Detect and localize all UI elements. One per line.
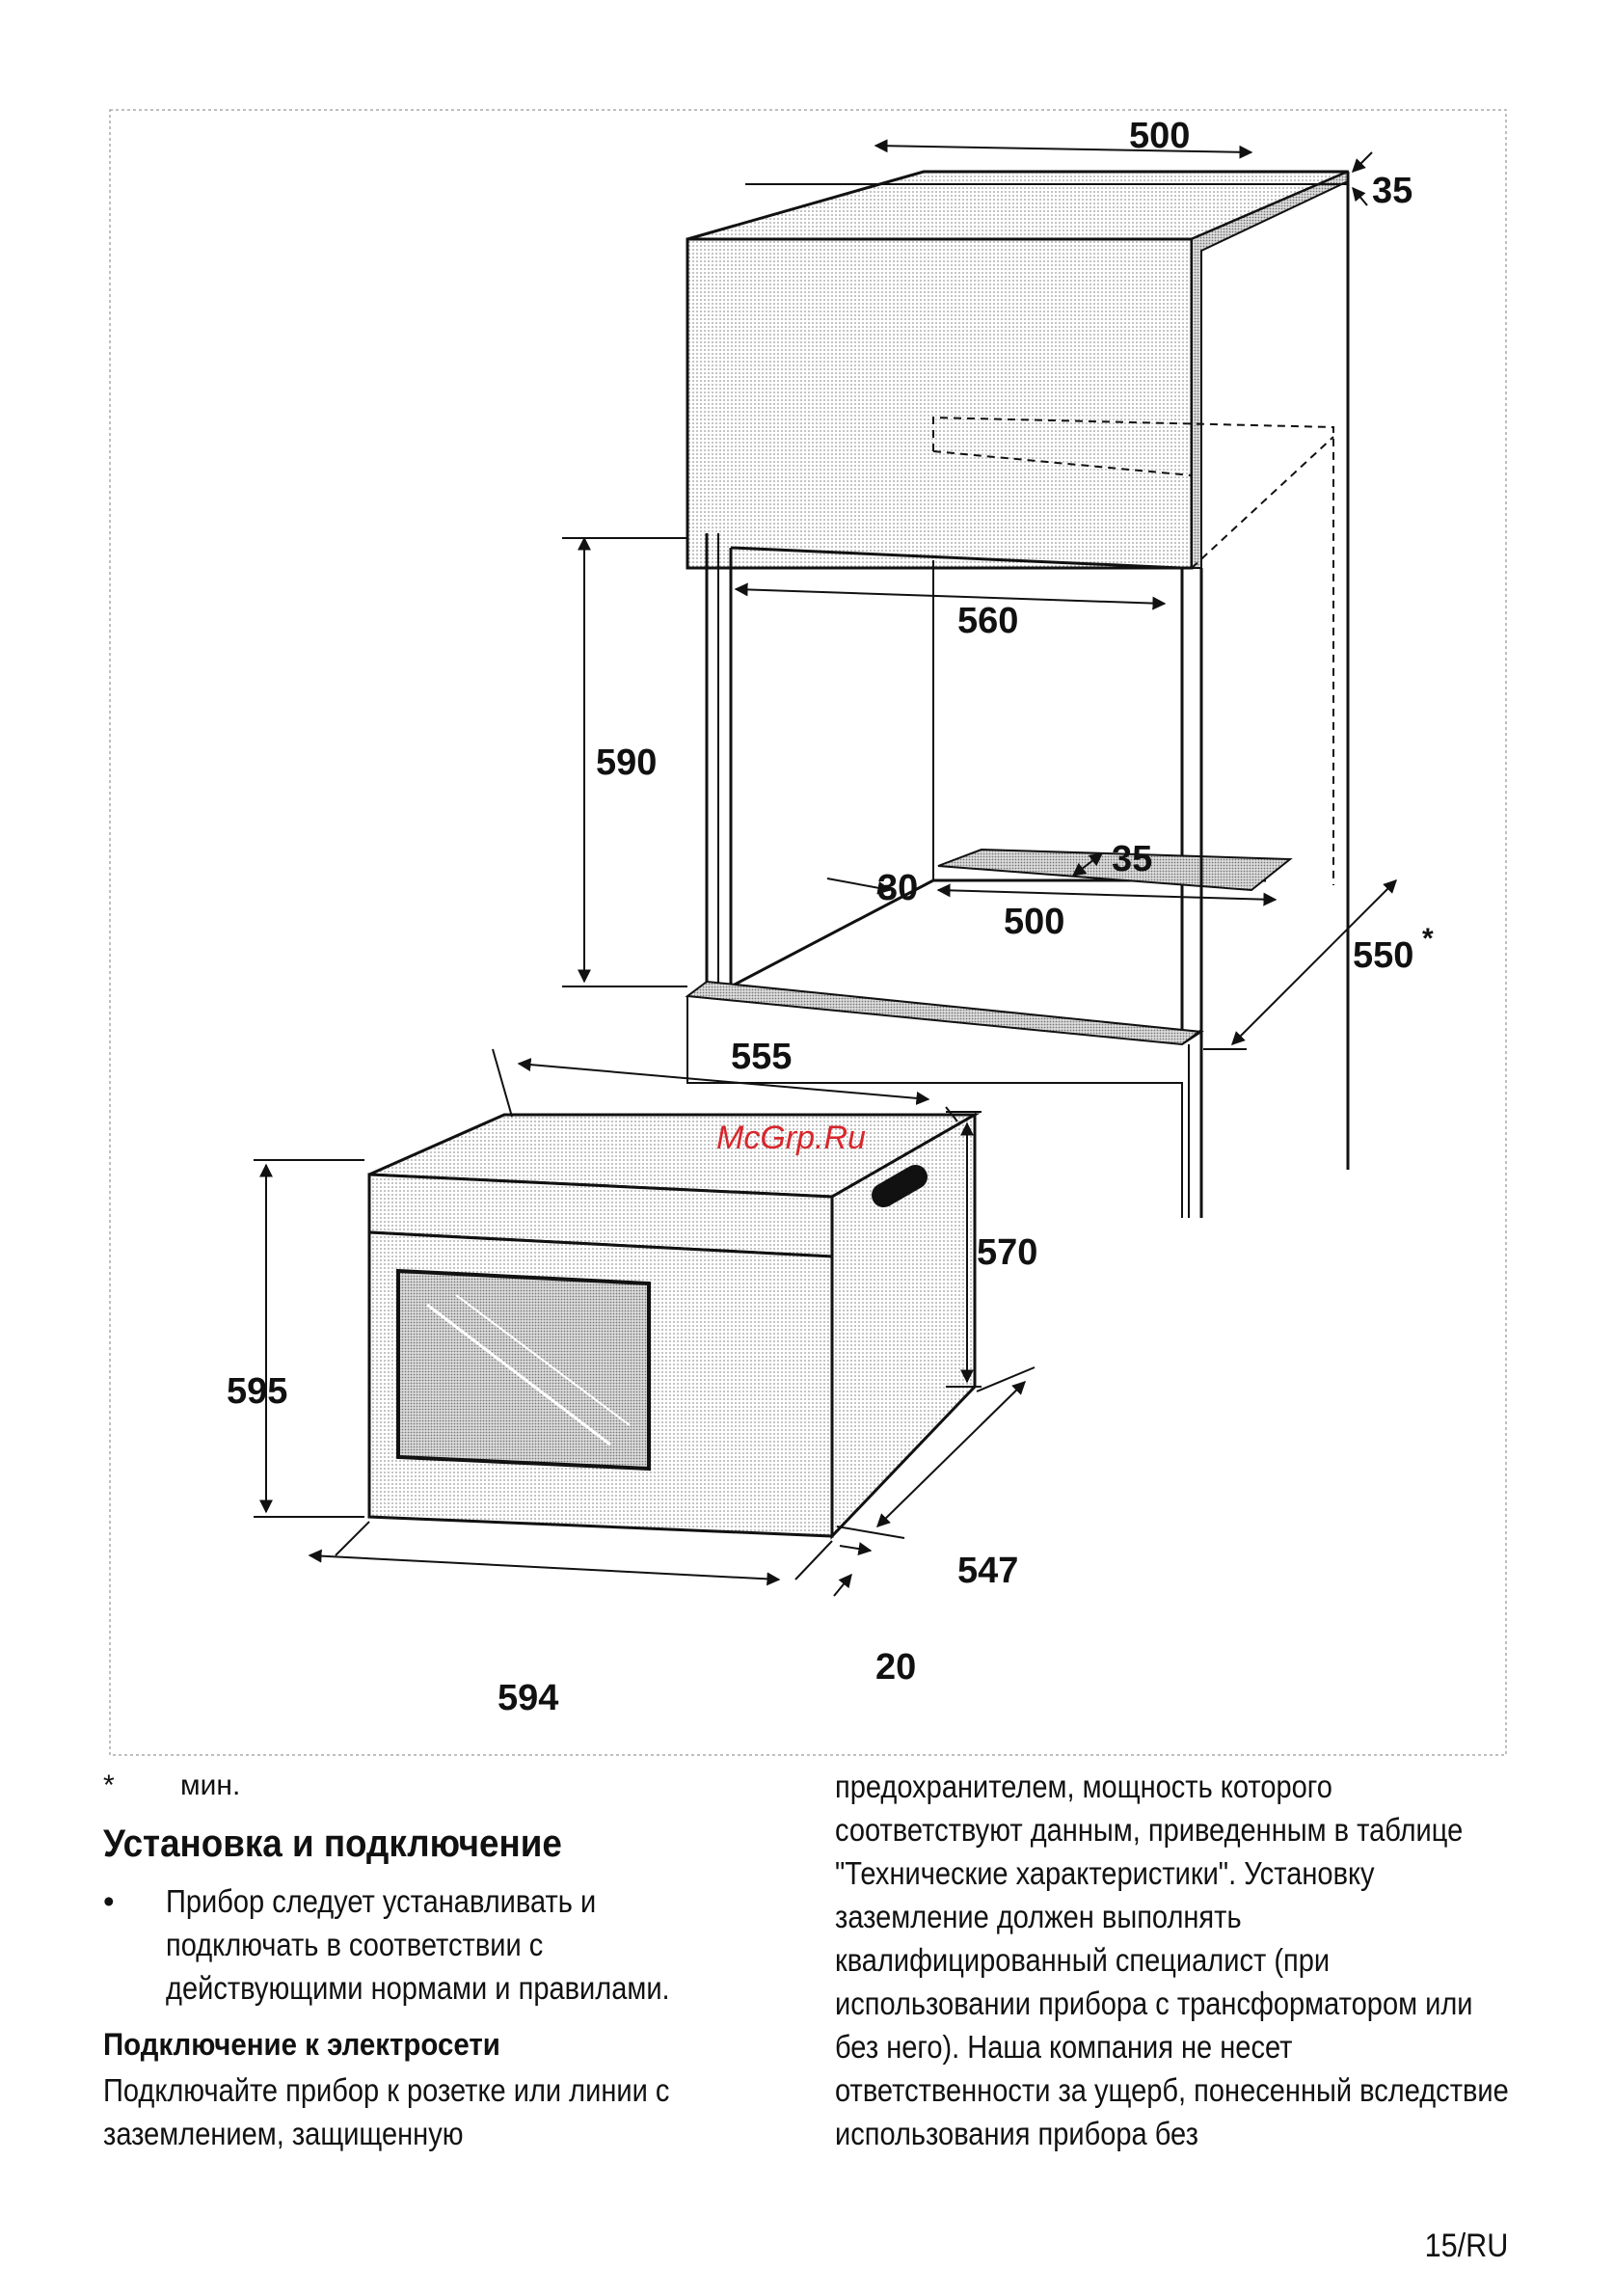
dim-30: 30 <box>877 868 919 908</box>
left-column <box>103 1813 778 2155</box>
dim-595: 595 <box>227 1371 288 1412</box>
dim-547: 547 <box>957 1551 1019 1591</box>
installation-dimensions-diagram <box>109 109 1507 1758</box>
dim-500-bottom: 500 <box>1004 902 1065 942</box>
dim-594: 594 <box>498 1678 559 1718</box>
right-column <box>835 1765 1510 2155</box>
watermark: McGrp.Ru <box>716 1120 866 1156</box>
dim-550-asterisk: * <box>1422 923 1434 955</box>
oven <box>369 1115 975 1536</box>
dim-550: 550 <box>1353 935 1414 976</box>
subsection-heading: Подключение к электросети <box>103 2027 500 2062</box>
dim-35-top: 35 <box>1372 171 1413 211</box>
bullet-text: Прибор следует устанавливать и подключать в соответствии с действующими нормами и правилами. <box>166 1883 670 2006</box>
bullet-item <box>103 1879 778 2010</box>
dim-590: 590 <box>596 743 658 783</box>
dim-560: 560 <box>957 601 1019 641</box>
upper-cabinet <box>687 172 1348 568</box>
bullet-mark: • <box>103 1883 115 1919</box>
dim-35-bottom: 35 <box>1112 839 1153 879</box>
footnote <box>103 1769 240 1802</box>
page-number: 15/RU <box>1424 2228 1508 2264</box>
footnote-asterisk: * <box>103 1769 115 1801</box>
right-paragraph: предохранителем, мощность которого соответствуют данным, приведенным в таблице "Технические характеристики". Установку заземление должен выполнять квалифицированный специалист (при использовании прибора с трансформатором или без него). Наша компания не несет ответственности за ущерб, понесенный вследствие использования прибора без <box>835 1769 1509 2151</box>
dim-500-top: 500 <box>1129 116 1191 156</box>
footnote-text: мин. <box>180 1769 241 1801</box>
dim-20: 20 <box>875 1647 917 1688</box>
dim-570: 570 <box>977 1232 1038 1273</box>
dim-555: 555 <box>731 1037 793 1077</box>
section-heading: Установка и подключение <box>103 1823 562 1865</box>
left-paragraph: Подключайте прибор к розетке или линии с заземлением, защищенную <box>103 2072 670 2151</box>
